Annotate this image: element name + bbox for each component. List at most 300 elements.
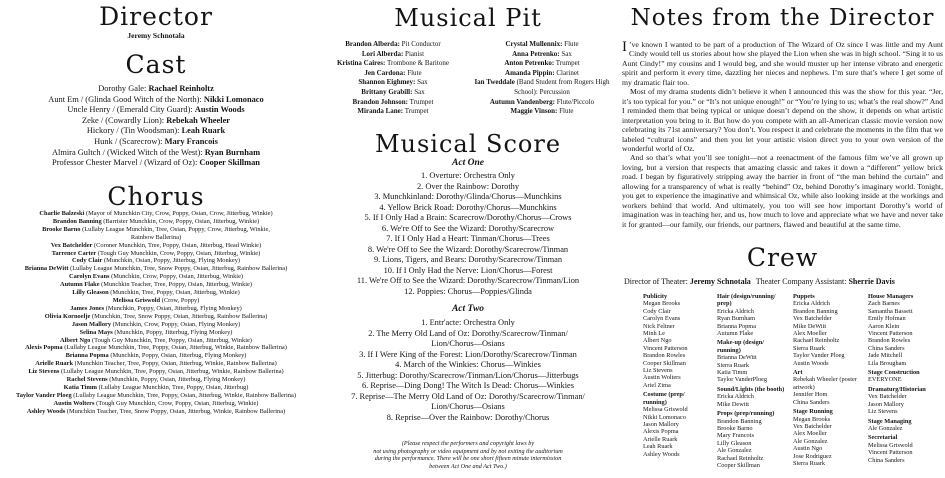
- pit-member-name: Shannon Eighmey:: [358, 78, 416, 87]
- crew-group-heading: Stage Construction: [868, 369, 920, 377]
- crew-column-3: [793, 293, 867, 469]
- cast-role: Professor Chester Marvel / (Wizard of Oz):: [52, 158, 198, 168]
- crew-group-heading: Hair (design/running/ prep): [717, 293, 776, 308]
- crew-member: Nick Feltner: [643, 322, 675, 330]
- cast-row: [0, 148, 312, 159]
- crew-group: [868, 434, 945, 464]
- chorus-list: [0, 210, 312, 416]
- pit-member-role: (Band Student from Rogers High: [516, 78, 610, 87]
- pit-member: [318, 59, 468, 69]
- pit-member-role: Trumpet: [555, 59, 580, 68]
- cast-actor: Austin Woods: [194, 105, 245, 115]
- pit-member-name: Ian Tweddale: [474, 78, 515, 87]
- audience-note-line: not using photography or video equipment and by not exiting the auditorium: [373, 447, 563, 455]
- crew-member: Albert Ngo: [643, 337, 672, 345]
- crew-member: Liz Stevens: [643, 367, 673, 375]
- crew-member: Taylor VanderPloeg: [717, 376, 767, 384]
- crew-member: Megan Brooks: [793, 415, 831, 423]
- crew-member: Vex Batchelder: [793, 422, 832, 430]
- notes-heading: Notes from the Director: [630, 5, 935, 31]
- chorus-row: [0, 360, 312, 368]
- crew-member: Ale Gonzalez: [793, 437, 828, 445]
- crew-group: [868, 293, 945, 367]
- crew-member: Jason Mallory: [643, 420, 679, 428]
- crew-member: Vex Batchelder: [868, 393, 907, 401]
- chorus-row: [0, 226, 312, 234]
- audience-note: [318, 440, 618, 470]
- score-heading: Musical Score: [374, 130, 562, 158]
- director-heading: Director: [99, 2, 213, 31]
- pit-member-name: Brandon Johnson:: [352, 97, 408, 106]
- crew-member: Autumn Flake: [717, 330, 754, 338]
- cast-role: Hunk / (Scarecrow):: [94, 136, 163, 146]
- crew-member: China Sanders: [793, 398, 830, 406]
- crew-member: Aaron Klein: [868, 322, 900, 330]
- crew-group: [868, 369, 945, 384]
- cast-row: [0, 126, 312, 137]
- crew-member: Zach Barnes: [868, 300, 900, 308]
- chorus-member: Ashley Woods: [26, 407, 66, 415]
- chorus-row: [0, 250, 312, 258]
- pit-member: [466, 50, 618, 60]
- chorus-member: Jason Mallory: [71, 320, 112, 328]
- crew-group-heading: House Managers: [868, 293, 914, 300]
- chorus-row: [0, 337, 312, 345]
- pit-member-name: Amanda Pippin:: [505, 68, 555, 77]
- chorus-row: [0, 257, 312, 265]
- chorus-row: [0, 408, 312, 416]
- score-item: 3. If I Were King of the Forest: Lion/Dorothy/Scarecrow/Tinman: [359, 349, 577, 359]
- crew-member: Nikki Lomonaco: [643, 413, 686, 421]
- notes-paragraph-1: ’ve known I wanted to be part of a production of The Wizard of Oz since I was little and my Aunt Cindy would tell us stories about how she played the Lion when she was in high school. “Sing it to us Aunt Cindy!” my cousins and I would beg, and she would muster up her intense vibrato and energetic spirit and perform it every time, dazzling her nieces and nephews. I’m sure that’s where I get some of my dramatic flair too.: [622, 40, 943, 87]
- chorus-member: Vex Batchelder: [50, 241, 93, 249]
- cast-actor: Mary Francois: [164, 136, 218, 146]
- cast-row: [0, 158, 312, 169]
- pit-member-name: Lori Alberda:: [361, 49, 404, 58]
- score-item: 5. Jitterbug: Dorothy/Scarecrow/Tinman/Lion/Chorus—Jitterbugs: [357, 370, 579, 380]
- crew-member: Sierra Ruark: [793, 459, 825, 467]
- score-item: 1. Entr'acte: Orchestra Only: [421, 318, 515, 327]
- chorus-member: Austin Wolters: [53, 399, 95, 407]
- score-item: 5. If I Only Had a Brain: Scarecrow/Dorothy/Chorus—Crows: [364, 213, 572, 222]
- chorus-row: [0, 281, 312, 289]
- act-one-list: [318, 171, 618, 297]
- pit-member-role: Trombone & Baritone: [386, 59, 449, 68]
- crew-group-heading: Dramaturg/Historian: [868, 385, 926, 393]
- score-item: 11. We're Off to See the Wizard: Dorothy/Scarecrow/Tinman/Lion: [356, 276, 580, 285]
- score-item: 1. Overture: Orchestra Only: [421, 171, 515, 180]
- score-item: 12. Poppies: Chorus—Poppies/Glinda: [404, 286, 532, 296]
- chorus-member: Brianna DeWitt: [24, 265, 69, 273]
- crew-member: Melissa Griswold: [868, 441, 913, 449]
- score-item: 9. Lions, Tigers, and Bears: Dorothy/Scarecrow/Tinman: [373, 255, 563, 264]
- crew-member: Austin Ngo: [793, 445, 823, 453]
- chorus-member: Brianna Popma: [65, 352, 109, 360]
- score-item: 4. March of the Winkies: Chorus—Winkies: [395, 360, 541, 369]
- act-one-heading: Act One: [452, 158, 484, 168]
- crew-member: Taylor Vander Ploeg: [793, 352, 845, 360]
- crew-member: Brandon Rowles: [643, 352, 686, 360]
- pit-member: [466, 98, 618, 108]
- score-item: 8. We're Off to See the Wizard: Dorothy/Scarecrow/Tinman: [367, 244, 569, 254]
- pit-right-list: [466, 40, 618, 117]
- pit-member: [466, 59, 618, 69]
- crew-member: Brandon Banning: [717, 417, 762, 425]
- chorus-row: [0, 400, 312, 408]
- crew-group: [643, 293, 701, 389]
- pit-member-name: Crystal Mullennix:: [505, 40, 563, 48]
- chorus-member: Charlie Balzeski: [39, 210, 85, 217]
- crew-member: Emily Hofman: [868, 315, 906, 323]
- crew-member: Cooper Skillman: [717, 461, 760, 469]
- chorus-parts: (Munchkin, Tree, Snow Poppy, Osian, Jitterbug, Rainbow Ballerina): [91, 312, 268, 320]
- pit-member-role: Clarinet: [556, 68, 579, 77]
- crew-member: Rebekah Wheeler (poster artwork): [793, 376, 857, 391]
- chorus-row: [0, 321, 312, 329]
- crew-member: Jennifer Hom: [793, 391, 828, 399]
- pit-member: [318, 98, 468, 108]
- crew-group: [793, 293, 867, 367]
- crew-group-heading: Art: [793, 369, 803, 377]
- crew-heading: Crew: [746, 243, 819, 272]
- chorus-parts: (Tough Guy Munchkin, Crow, Poppy, Osian, Jitterbug, Winkie): [97, 249, 261, 257]
- pit-member-role: Sax: [561, 49, 572, 58]
- column-pit-score: [318, 0, 618, 478]
- crew-member: Alex Moeller: [793, 430, 827, 438]
- chorus-parts: Rainbow Ballerina): [130, 233, 182, 241]
- crew-member: Alex Moeller: [793, 330, 827, 338]
- crew-member: Ericka Aldrich: [717, 393, 754, 401]
- chorus-heading: Chorus: [107, 182, 205, 211]
- crew-member: Leah Ruark: [643, 443, 673, 451]
- pit-member-name: Miranda Lane:: [357, 107, 404, 116]
- crew-member: Arielle Ruark: [643, 435, 678, 443]
- chorus-parts: (Lullaby League Munchkin, Tree, Poppy, Osian, Jitterbug, Winkie, Rainbow Ballerina): [64, 344, 287, 352]
- chorus-parts: (Tough Guy Munchkin, Tree, Poppy, Osian, Jitterbug, Winkie): [92, 336, 252, 344]
- crew-member: Ericka Aldrich: [793, 300, 830, 308]
- crew-group-heading: Make-up (design/ running): [717, 339, 765, 354]
- chorus-parts: (Munchkin, Poppy, Osian, Jitterbug, Flying Monkey): [109, 376, 246, 384]
- cast-row: [0, 95, 312, 106]
- chorus-parts: (Lullaby League Munchkin, Tree, Snow Poppy, Osian, Jitterbug, Rainbow Ballerina): [70, 265, 288, 273]
- score-item: 6. Reprise—Ding Dong! The Witch Is Dead: Chorus—Winkies: [361, 381, 575, 390]
- pit-heading: Musical Pit: [394, 4, 542, 32]
- crew-member: Ariel Zima: [643, 381, 671, 389]
- pit-member-name: Brandon Alberda:: [345, 40, 400, 48]
- chorus-member: Cody Clair: [71, 257, 103, 265]
- cast-actor: Leah Ruark: [181, 126, 226, 136]
- score-item: 3. Munchkinland: Dorothy/Glinda/Chorus—Munchkins: [374, 192, 562, 201]
- chorus-member: Autumn Flake: [59, 281, 100, 289]
- crew-column-4: [868, 293, 945, 466]
- crew-member: Lilly Gleason: [717, 439, 752, 447]
- chorus-parts: (Munchkin Teacher, Tree, Poppy, Osian, Jitterbug, Winkie): [101, 281, 253, 289]
- score-item: 6. We're Off to See the Wizard: Dorothy/Scarecrow: [381, 223, 555, 233]
- pit-member: [466, 40, 618, 50]
- pit-member-name: Kristina Caires:: [337, 59, 386, 68]
- pit-member-name: Anna Petrenko:: [512, 49, 560, 58]
- chorus-row: [0, 313, 312, 321]
- crew-member: China Sanders: [868, 456, 905, 464]
- chorus-row: [0, 210, 312, 218]
- chorus-member: Olivia Kornoelje: [44, 312, 91, 320]
- cast-actor: Rachael Reinholtz: [148, 84, 214, 93]
- crew-member: Brianna Popma: [717, 322, 756, 330]
- chorus-parts: (Lullaby League Munchkin, Tree, Poppy, Osian, Jitterbug): [98, 383, 249, 391]
- score-item: Lion/Chorus—Osians: [431, 402, 505, 411]
- pit-member: [318, 50, 468, 60]
- column-notes-crew: [620, 0, 945, 478]
- cast-role: Hickory / (Tin Woodsman):: [86, 126, 180, 136]
- crew-member: China Sanders: [868, 344, 905, 352]
- notes-paragraph-2: Most of my drama students didn’t believe it when I announced this was the show for this year. “Jer, it’s too typical for you.” or “It’s not unique enough!” or “You’re lying to us; what’s the real show?” And I reminded them that being typical or unique doesn’t depend on the show, it depends on what artistic interpretation you bring to it. But how do you compete with an all-American classic movie version now celebrating its 71st anniversary? You don’t. You respect it and celebrate the moments in the film that we labeled “cultural icons” and then you let your artistic vision direct you to your own version of the wonderful world of Oz.: [622, 87, 943, 153]
- crew-member: Cody Clair: [643, 307, 671, 315]
- crew-member: Katia Timm: [717, 369, 748, 377]
- director-name: Jeremy Schnotala: [127, 31, 185, 40]
- crew-member: Jose Rodriguez: [793, 452, 832, 460]
- cast-row: [0, 84, 312, 95]
- crew-member: Vincent Patterson: [868, 330, 913, 338]
- pit-member-role: Flute: [559, 107, 574, 116]
- crew-group: [643, 391, 701, 458]
- chorus-parts: (Mayor of Munchkin City, Crow, Poppy, Osian, Crow, Jitterbug, Winkie): [85, 210, 273, 217]
- pit-member-role: Trumpet: [409, 97, 434, 106]
- pit-member-role: Pianist: [405, 49, 425, 58]
- crew-member: Mary Francois: [717, 432, 754, 440]
- crew-member: Vincent Patterson: [643, 344, 688, 352]
- pit-member: [318, 88, 468, 98]
- chorus-member: Arielle Ruark: [35, 360, 74, 368]
- cast-role: Uncle Henry / (Emerald City Guard):: [67, 105, 193, 115]
- pit-member-role: Sax: [417, 78, 428, 87]
- crew-member: Mike Dewitt: [717, 400, 750, 408]
- assistant-name: Sherrie Davis: [848, 277, 895, 286]
- crew-member: Ale Gonzalez: [868, 424, 903, 432]
- chorus-row: [0, 352, 312, 360]
- chorus-member: Lilly Gleason: [72, 289, 109, 297]
- crew-member: Minh Le: [643, 330, 665, 338]
- pit-member-role: Pit Conductor: [401, 40, 441, 48]
- crew-leads: [624, 277, 945, 286]
- cast-row: [0, 137, 312, 148]
- crew-member: Ashley Woods: [643, 450, 680, 458]
- crew-member: Austin Wolters: [643, 374, 681, 382]
- pit-member: [318, 69, 468, 79]
- score-item: 8. Reprise—Over the Rainbow: Dorothy/Chorus: [386, 412, 550, 422]
- score-item: 2. The Merry Old Land of Oz: Dorothy/Scarecrow/Tinman/: [368, 328, 568, 338]
- crew-member: Vex Batchelder: [793, 315, 832, 323]
- crew-member: Brianna DeWitt: [717, 354, 757, 362]
- chorus-parts: (Munchkin, Poppy, Jitterbug, Flying Monkey): [114, 328, 233, 336]
- crew-column-2: [717, 293, 787, 471]
- crew-group-heading: Sound/Lights (the booth): [717, 385, 785, 393]
- chorus-parts: (Lullaby League Munchkin, Tree, Poppy, Osian, Jitterbug, Winkie, Rainbow Ballerina): [73, 391, 296, 399]
- crew-group-heading: Publicity: [643, 293, 668, 300]
- cast-heading: Cast: [125, 50, 187, 79]
- chorus-member: Brandon Banning: [52, 217, 102, 225]
- act-two-heading: Act Two: [451, 304, 485, 314]
- crew-group-heading: Stage Running: [793, 408, 833, 416]
- pit-member: [318, 40, 468, 50]
- cast-row: [0, 105, 312, 116]
- chorus-parts: (Tough Guy Munchkin, Crow, Poppy, Osian, Jitterbug, Winkie): [96, 399, 259, 407]
- pit-member-role: Sax: [414, 87, 425, 96]
- crew-member: Vincent Patterson: [868, 449, 913, 457]
- score-item: 4. Yellow Brick Road: Dorothy/Chorus—Munchkins: [379, 202, 557, 212]
- pit-member-name: Autumn Vandenberg:: [489, 97, 556, 106]
- crew-member: Rachael Reinholtz: [793, 337, 840, 345]
- score-item: Lion/Chorus—Osians: [431, 339, 505, 348]
- pit-member-role: Flute/Piccolo: [556, 97, 595, 106]
- pit-member-name: Jen Cardona:: [364, 68, 406, 77]
- crew-member: Austin Woods: [793, 359, 829, 367]
- pit-member-role: Flute: [564, 40, 579, 48]
- score-item: 7. Reprise—The Merry Old Land of Oz: Dorothy/Scarecrow/Tinman/: [351, 391, 585, 401]
- chorus-member: Selina Mays: [79, 328, 113, 336]
- crew-member: Sierra Ruark: [793, 344, 825, 352]
- act-two-list: [318, 318, 618, 423]
- cast-list: [0, 84, 312, 169]
- chorus-row: [0, 305, 312, 313]
- chorus-row: [0, 368, 312, 376]
- chorus-member: Katia Timm: [63, 383, 97, 391]
- chorus-member: Alexis Popma: [25, 344, 63, 352]
- cast-role: Zeke / (Cowardly Lion):: [81, 115, 165, 125]
- director-notes: [622, 40, 943, 229]
- chorus-parts: (Munchkin Teacher, Tree, Snow Poppy, Osian, Jitterbug, Winkie, Rainbow Ballerina): [66, 407, 286, 415]
- audience-note-line: (Please respect the performers and copyright laws by: [401, 440, 535, 447]
- chorus-parts: (Lullaby League Munchkin, Tree, Poppy, Osian, Jitterbug, Winkie, Rainbow Ballerina): [61, 368, 284, 376]
- cast-actor: Cooper Skillman: [199, 158, 260, 168]
- audience-note-line: between Act One and Act Two.): [429, 462, 507, 470]
- director-theater-name: Jeremy Schnotala: [689, 277, 751, 286]
- crew-group: [793, 408, 867, 467]
- crew-member: Jade Mitchell: [868, 352, 903, 360]
- chorus-member: Melissa Griswold: [112, 296, 161, 304]
- chorus-row: [0, 376, 312, 384]
- crew-group: [717, 293, 787, 337]
- crew-member: Liz Stevens: [868, 408, 898, 416]
- crew-group: [868, 418, 945, 433]
- cast-role: Dorothy Gale:: [98, 84, 147, 93]
- pit-member-role: Flute: [407, 68, 422, 77]
- chorus-member: Albert Ngo: [60, 336, 91, 344]
- crew-member: Ale Gonzalez: [717, 447, 752, 455]
- crew-column-1: [643, 293, 701, 460]
- crew-member: Brooke Barno: [717, 424, 753, 432]
- crew-member: Brandon Rowles: [868, 337, 911, 345]
- chorus-parts: (Munchkin, Tree, Poppy, Osian, Jitterbug, Winkie): [110, 289, 240, 297]
- chorus-parts: (Munchkin, Poppy, Osian, Jitterbug, Flying Monkey): [110, 352, 247, 360]
- chorus-parts: (Munchkin Teacher, Tree, Poppy, Osian, Jitterbug, Winkie, Rainbow Ballerina): [74, 360, 277, 368]
- assistant-label: Theater Company Assistant:: [755, 277, 847, 286]
- chorus-member: Rachel Stevens: [66, 376, 108, 384]
- cast-actor: Nikki Lomonaco: [203, 94, 264, 104]
- crew-member: Ericka Aldrich: [717, 307, 754, 315]
- chorus-row: [0, 265, 312, 273]
- score-item: 7. If I Only Had a Heart: Tinman/Chorus—Trees: [386, 234, 550, 243]
- crew-member: Carolyn Evans: [643, 315, 681, 323]
- pit-member: [318, 107, 468, 117]
- pit-left-list: [318, 40, 468, 117]
- audience-note-line: during the performance. There will be one short fifteen minute intermission: [374, 455, 562, 463]
- crew-group: [793, 369, 867, 406]
- chorus-row: [0, 297, 312, 305]
- pit-member: [466, 69, 618, 79]
- pit-member-name: Anton Petrenko:: [504, 59, 555, 68]
- crew-group: [717, 339, 787, 383]
- chorus-parts: (Munchkin, Osian, Poppy, Jitterbug, Flying Monkey): [103, 257, 241, 265]
- chorus-row: [0, 273, 312, 281]
- crew-group-heading: Secretarial: [868, 434, 898, 442]
- crew-member: Samantha Bassett: [868, 307, 913, 315]
- cast-role: Aunt Em / (Glinda Good Witch of the North):: [48, 94, 202, 104]
- crew-group: [717, 386, 787, 408]
- chorus-row: [0, 234, 312, 242]
- crew-member: Lila Brougham: [868, 359, 907, 367]
- notes-paragraph-3: And so that’s what you’ll see tonight—not a reenactment of the famous film we’ve all grown up loving, but a version that respects that amazing classic and takes it down a “different” yellow brick road. I began by figuratively stripping away the barrier in front of “the man behind the curtain” and allowing for a transparency of what is really “behind” Oz, behind Dorothy’s imaginary world. Tonight, you get to experience the imaginative and whimsical Oz, while also looking inside at the workings and workers behind that world. And ultimately, you too will see how important Dorothy’s world of imagination was in teaching her, and us, how much to love and appreciate what we have and never take it for granted—our family, our friends, our partners, flawed and beautiful at the same time.: [622, 153, 943, 229]
- crew-member: Alexis Popma: [643, 428, 679, 436]
- chorus-parts: (Coroner Munchkin, Tree, Poppy, Osian, Jitterbug, Head Winkie): [93, 241, 262, 249]
- crew-member: Ryan Burnham: [717, 315, 756, 323]
- column-director-cast: [0, 0, 312, 478]
- score-item: 2. Over the Rainbow: Dorothy: [416, 181, 520, 191]
- pit-member-name: Brittany Grabill:: [361, 87, 413, 96]
- chorus-row: [0, 242, 312, 250]
- pit-member: [466, 88, 618, 98]
- chorus-member: James Jones: [70, 304, 105, 312]
- crew-member: EVERYONE: [868, 376, 902, 384]
- pit-member: [466, 107, 618, 117]
- chorus-parts: (Barrister Munchkin, Crow, Poppy, Osian, Jitterbug, Winkie): [103, 217, 260, 225]
- chorus-member: Carolyn Evans: [68, 273, 110, 281]
- crew-group-heading: Puppets: [793, 293, 815, 300]
- chorus-row: [0, 392, 312, 400]
- chorus-parts: (Munchkin, Crow, Poppy, Osian, Jitterbug, Winkie): [111, 273, 244, 281]
- crew-member: Brandon Banning: [793, 307, 838, 315]
- score-item: 10. If I Only Had the Nerve: Lion/Chorus—Forest: [383, 265, 553, 275]
- chorus-parts: (Crow, Poppy): [161, 296, 200, 304]
- chorus-parts: (Munchkin, Poppy, Osian, Jitterbug, Flying Monkey): [105, 304, 242, 312]
- crew-group-heading: Costume (prep/ running): [643, 391, 685, 406]
- crew-group-heading: Stage Managing: [868, 417, 912, 425]
- drop-cap: I: [622, 39, 627, 55]
- director-theater-label: Director of Theater:: [624, 277, 688, 286]
- crew-member: Sierra Ruark: [717, 361, 749, 369]
- chorus-row: [0, 384, 312, 392]
- chorus-row: [0, 329, 312, 337]
- chorus-parts: (Munchkin, Crow, Poppy, Osian, Flying Monkey): [112, 320, 241, 328]
- cast-row: [0, 116, 312, 127]
- pit-member-name: Maggie Vinson:: [510, 107, 558, 116]
- chorus-member: Brooke Barno: [42, 225, 81, 233]
- crew-group: [717, 410, 787, 469]
- pit-member-role: Trumpet: [404, 107, 429, 116]
- crew-member: Melissa Griswold: [643, 406, 688, 414]
- crew-group: [868, 386, 945, 416]
- chorus-member: Taylor Vander Ploeg: [16, 391, 72, 399]
- cast-actor: Ryan Burnham: [204, 147, 261, 157]
- crew-member: Cooper Skillman: [643, 359, 686, 367]
- pit-member: [466, 78, 618, 88]
- crew-member: Megan Brooks: [643, 300, 681, 308]
- chorus-row: [0, 289, 312, 297]
- chorus-parts: (Lullaby League Munchkin, Tree, Osian, Poppy, Crow, Jitterbug, Winkie,: [82, 225, 270, 233]
- chorus-member: Liz Stevens: [28, 368, 60, 376]
- chorus-row: [0, 218, 312, 226]
- cast-actor: Rebekah Wheeler: [166, 115, 231, 125]
- crew-member: Mike DeWitt: [793, 322, 827, 330]
